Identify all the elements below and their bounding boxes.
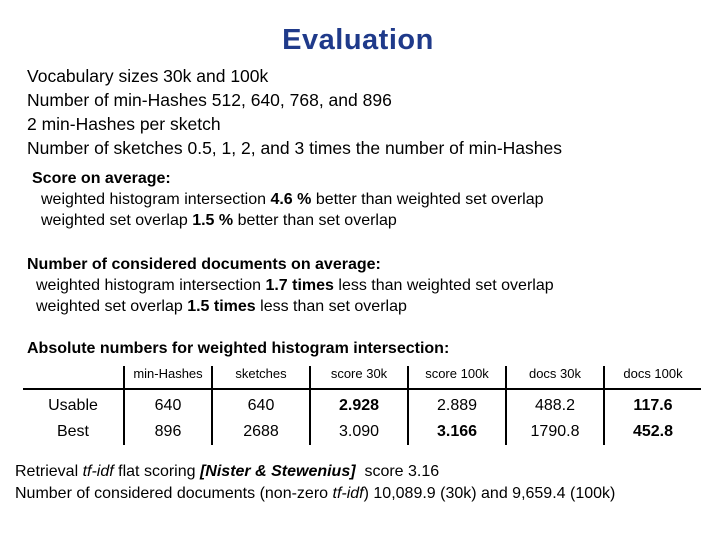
table-header-min-hashes: min-Hashes bbox=[124, 366, 212, 389]
footer-line-1-b: flat scoring bbox=[113, 463, 200, 480]
docs-line-2-value: 1.5 times bbox=[187, 298, 256, 315]
table-row bbox=[23, 419, 701, 445]
table-row bbox=[23, 389, 701, 419]
score-line-2-pre: weighted set overlap bbox=[41, 212, 193, 229]
cell-best-docs-30k: 1790.8 bbox=[506, 419, 604, 445]
setup-list bbox=[27, 64, 562, 160]
docs-line-1 bbox=[27, 275, 554, 296]
score-line-1-pre: weighted histogram intersection bbox=[41, 191, 271, 208]
cell-usable-sketches: 640 bbox=[212, 389, 310, 419]
footer-reference: [Nister & Stewenius] bbox=[199, 463, 356, 480]
footer-line-1 bbox=[15, 461, 615, 483]
table-header-row bbox=[23, 366, 701, 389]
docs-line-1-value: 1.7 times bbox=[265, 277, 334, 294]
docs-line-1-post: less than weighted set overlap bbox=[333, 277, 554, 294]
cell-best-score-100k: 3.166 bbox=[408, 419, 506, 445]
docs-line-2-pre: weighted set overlap bbox=[36, 298, 188, 315]
docs-line-2-post: less than set overlap bbox=[255, 298, 407, 315]
table-header-score-30k: score 30k bbox=[310, 366, 408, 389]
score-line-2-post: better than set overlap bbox=[233, 212, 397, 229]
table-header-score-100k: score 100k bbox=[408, 366, 506, 389]
footer-line-1-a: Retrieval bbox=[15, 463, 83, 480]
cell-best-sketches: 2688 bbox=[212, 419, 310, 445]
setup-per-sketch: 2 min-Hashes per sketch bbox=[27, 114, 221, 134]
docs-line-2 bbox=[27, 296, 554, 317]
cell-best-min-hashes: 896 bbox=[124, 419, 212, 445]
cell-usable-score-100k: 2.889 bbox=[408, 389, 506, 419]
score-line-2-value: 1.5 % bbox=[192, 212, 234, 229]
cell-best-docs-100k: 452.8 bbox=[632, 423, 674, 440]
score-section bbox=[32, 168, 544, 231]
table-header-docs-30k: docs 30k bbox=[506, 366, 604, 389]
cell-usable-score-30k: 2.928 bbox=[310, 389, 408, 419]
results-table bbox=[23, 366, 701, 445]
footer-line-2-b: ) 10,089.9 (30k) and 9,659.4 (100k) bbox=[363, 485, 616, 502]
absolute-heading: Absolute numbers for weighted histogram intersection: bbox=[27, 340, 450, 357]
setup-min-hashes: Number of min-Hashes 512, 640, 768, and 896 bbox=[27, 90, 392, 110]
footer-line-2 bbox=[15, 483, 615, 505]
docs-section bbox=[27, 254, 554, 317]
docs-line-1-pre: weighted histogram intersection bbox=[36, 277, 266, 294]
footer-line-2-a: Number of considered documents (non-zero bbox=[15, 485, 333, 502]
footer-line-2-tfidf: tf-idf bbox=[332, 485, 364, 502]
cell-best-score-30k: 3.090 bbox=[310, 419, 408, 445]
score-line-1 bbox=[32, 189, 544, 210]
score-line-2 bbox=[32, 210, 544, 231]
cell-usable-docs-30k: 488.2 bbox=[506, 389, 604, 419]
footer-line-1-score: score 3.16 bbox=[355, 463, 440, 480]
score-heading: Score on average: bbox=[32, 170, 171, 187]
table-header-docs-100k: docs 100k bbox=[604, 366, 701, 389]
row-label-best: Best bbox=[23, 419, 124, 445]
page-title bbox=[0, 24, 720, 57]
footer-notes bbox=[15, 461, 615, 505]
cell-usable-min-hashes: 640 bbox=[124, 389, 212, 419]
cell-usable-docs-100k: 117.6 bbox=[633, 397, 673, 414]
score-line-1-post: better than weighted set overlap bbox=[311, 191, 544, 208]
page-title-text: Evaluation bbox=[282, 24, 434, 56]
table-header-blank bbox=[23, 366, 124, 389]
table-header-sketches: sketches bbox=[212, 366, 310, 389]
setup-sketches: Number of sketches 0.5, 1, 2, and 3 times the number of min-Hashes bbox=[27, 138, 562, 158]
score-line-1-value: 4.6 % bbox=[270, 191, 312, 208]
setup-vocabulary: Vocabulary sizes 30k and 100k bbox=[27, 66, 269, 86]
footer-line-1-tfidf: tf-idf bbox=[82, 463, 114, 480]
docs-heading: Number of considered documents on average: bbox=[27, 256, 381, 273]
row-label-usable: Usable bbox=[23, 389, 124, 419]
